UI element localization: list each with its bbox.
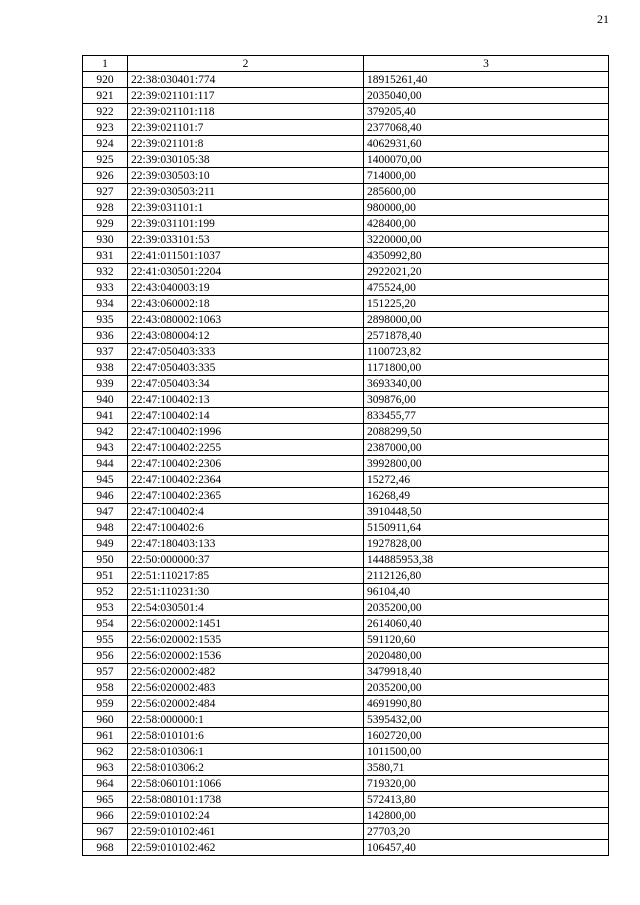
table-row (83, 552, 609, 568)
table-row (83, 536, 609, 552)
row-number-cell: 948 (83, 520, 128, 536)
value-cell: 5150911,64 (364, 520, 609, 536)
table-row (83, 712, 609, 728)
value-cell: 2035200,00 (364, 600, 609, 616)
table-row (83, 424, 609, 440)
row-number-cell: 939 (83, 376, 128, 392)
cadastral-number-cell: 22:58:010306:1 (128, 744, 364, 760)
table-row (83, 72, 609, 88)
cadastral-number-cell: 22:56:020002:483 (128, 680, 364, 696)
cadastral-number-cell: 22:59:010102:24 (128, 808, 364, 824)
row-number-cell: 933 (83, 280, 128, 296)
row-number-cell: 926 (83, 168, 128, 184)
value-cell: 714000,00 (364, 168, 609, 184)
table-row (83, 824, 609, 840)
value-cell: 2387000,00 (364, 440, 609, 456)
row-number-cell: 949 (83, 536, 128, 552)
value-cell: 3992800,00 (364, 456, 609, 472)
column-header-value: 3 (364, 56, 609, 72)
cadastral-number-cell: 22:51:110231:30 (128, 584, 364, 600)
table-row (83, 488, 609, 504)
value-cell: 2571878,40 (364, 328, 609, 344)
row-number-cell: 968 (83, 840, 128, 856)
value-cell: 142800,00 (364, 808, 609, 824)
cadastral-number-cell: 22:58:060101:1066 (128, 776, 364, 792)
table-row (83, 152, 609, 168)
cadastral-number-cell: 22:47:100402:4 (128, 504, 364, 520)
table-row (83, 520, 609, 536)
table-row (83, 360, 609, 376)
cadastral-number-cell: 22:56:020002:482 (128, 664, 364, 680)
value-cell: 3479918,40 (364, 664, 609, 680)
value-cell: 2035200,00 (364, 680, 609, 696)
row-number-cell: 940 (83, 392, 128, 408)
cadastral-number-cell: 22:47:050403:335 (128, 360, 364, 376)
value-cell: 591120,60 (364, 632, 609, 648)
value-cell: 379205,40 (364, 104, 609, 120)
cadastral-number-cell: 22:47:050403:34 (128, 376, 364, 392)
value-cell: 2614060,40 (364, 616, 609, 632)
value-cell: 2898000,00 (364, 312, 609, 328)
row-number-cell: 938 (83, 360, 128, 376)
table-row (83, 808, 609, 824)
cadastral-number-cell: 22:47:100402:2364 (128, 472, 364, 488)
value-cell: 833455,77 (364, 408, 609, 424)
table-row (83, 744, 609, 760)
row-number-cell: 930 (83, 232, 128, 248)
cadastral-number-cell: 22:56:020002:484 (128, 696, 364, 712)
table-row (83, 216, 609, 232)
cadastral-number-cell: 22:47:100402:14 (128, 408, 364, 424)
cadastral-number-cell: 22:47:180403:133 (128, 536, 364, 552)
value-cell: 1602720,00 (364, 728, 609, 744)
row-number-cell: 965 (83, 792, 128, 808)
table-row (83, 328, 609, 344)
row-number-cell: 955 (83, 632, 128, 648)
value-cell: 144885953,38 (364, 552, 609, 568)
cadastral-number-cell: 22:58:000000:1 (128, 712, 364, 728)
row-number-cell: 929 (83, 216, 128, 232)
value-cell: 1400070,00 (364, 152, 609, 168)
cadastral-number-cell: 22:56:020002:1451 (128, 616, 364, 632)
row-number-cell: 932 (83, 264, 128, 280)
value-cell: 16268,49 (364, 488, 609, 504)
table-row (83, 616, 609, 632)
value-cell: 3693340,00 (364, 376, 609, 392)
table-row (83, 168, 609, 184)
table-row (83, 344, 609, 360)
row-number-cell: 927 (83, 184, 128, 200)
cadastral-number-cell: 22:39:030503:211 (128, 184, 364, 200)
row-number-cell: 935 (83, 312, 128, 328)
table-row (83, 440, 609, 456)
cadastral-number-cell: 22:50:000000:37 (128, 552, 364, 568)
value-cell: 1171800,00 (364, 360, 609, 376)
value-cell: 4350992,80 (364, 248, 609, 264)
value-cell: 3580,71 (364, 760, 609, 776)
row-number-cell: 953 (83, 600, 128, 616)
table-row (83, 88, 609, 104)
cadastral-number-cell: 22:39:031101:199 (128, 216, 364, 232)
table-row (83, 104, 609, 120)
row-number-cell: 950 (83, 552, 128, 568)
column-header-number: 1 (83, 56, 128, 72)
value-cell: 1011500,00 (364, 744, 609, 760)
value-cell: 4062931,60 (364, 136, 609, 152)
table-row (83, 472, 609, 488)
cadastral-number-cell: 22:39:030105:38 (128, 152, 364, 168)
cadastral-number-cell: 22:47:100402:2365 (128, 488, 364, 504)
cadastral-number-cell: 22:47:100402:13 (128, 392, 364, 408)
value-cell: 96104,40 (364, 584, 609, 600)
value-cell: 719320,00 (364, 776, 609, 792)
row-number-cell: 964 (83, 776, 128, 792)
column-header-cadastral-number: 2 (128, 56, 364, 72)
row-number-cell: 957 (83, 664, 128, 680)
table-row (83, 120, 609, 136)
table-row (83, 312, 609, 328)
row-number-cell: 925 (83, 152, 128, 168)
cadastral-number-cell: 22:47:100402:6 (128, 520, 364, 536)
cadastral-number-cell: 22:56:020002:1535 (128, 632, 364, 648)
row-number-cell: 931 (83, 248, 128, 264)
table-row (83, 296, 609, 312)
value-cell: 106457,40 (364, 840, 609, 856)
cadastral-number-cell: 22:59:010102:462 (128, 840, 364, 856)
table-row (83, 456, 609, 472)
cadastral-number-cell: 22:43:080004:12 (128, 328, 364, 344)
value-cell: 3910448,50 (364, 504, 609, 520)
cadastral-number-cell: 22:58:010101:6 (128, 728, 364, 744)
row-number-cell: 959 (83, 696, 128, 712)
value-cell: 2922021,20 (364, 264, 609, 280)
row-number-cell: 922 (83, 104, 128, 120)
row-number-cell: 947 (83, 504, 128, 520)
table-row (83, 248, 609, 264)
table-row (83, 696, 609, 712)
row-number-cell: 961 (83, 728, 128, 744)
row-number-cell: 956 (83, 648, 128, 664)
table-row (83, 136, 609, 152)
cadastral-number-cell: 22:47:100402:1996 (128, 424, 364, 440)
row-number-cell: 946 (83, 488, 128, 504)
row-number-cell: 941 (83, 408, 128, 424)
row-number-cell: 942 (83, 424, 128, 440)
cadastral-number-cell: 22:47:050403:333 (128, 344, 364, 360)
value-cell: 1927828,00 (364, 536, 609, 552)
cadastral-value-table (82, 55, 609, 856)
row-number-cell: 944 (83, 456, 128, 472)
value-cell: 3220000,00 (364, 232, 609, 248)
value-cell: 428400,00 (364, 216, 609, 232)
table-row (83, 376, 609, 392)
table-row (83, 840, 609, 856)
row-number-cell: 920 (83, 72, 128, 88)
cadastral-number-cell: 22:38:030401:774 (128, 72, 364, 88)
value-cell: 1100723,82 (364, 344, 609, 360)
cadastral-number-cell: 22:39:021101:117 (128, 88, 364, 104)
table-row (83, 280, 609, 296)
cadastral-number-cell: 22:39:021101:118 (128, 104, 364, 120)
table-row (83, 680, 609, 696)
table-row (83, 504, 609, 520)
cadastral-number-cell: 22:43:080002:1063 (128, 312, 364, 328)
row-number-cell: 921 (83, 88, 128, 104)
row-number-cell: 967 (83, 824, 128, 840)
cadastral-number-cell: 22:59:010102:461 (128, 824, 364, 840)
table-row (83, 632, 609, 648)
value-cell: 980000,00 (364, 200, 609, 216)
row-number-cell: 924 (83, 136, 128, 152)
cadastral-number-cell: 22:41:030501:2204 (128, 264, 364, 280)
table-row (83, 584, 609, 600)
row-number-cell: 952 (83, 584, 128, 600)
cadastral-number-cell: 22:39:031101:1 (128, 200, 364, 216)
row-number-cell: 943 (83, 440, 128, 456)
table-body (83, 72, 609, 856)
table-row (83, 568, 609, 584)
table-row (83, 648, 609, 664)
table-row (83, 408, 609, 424)
row-number-cell: 934 (83, 296, 128, 312)
value-cell: 285600,00 (364, 184, 609, 200)
value-cell: 2112126,80 (364, 568, 609, 584)
row-number-cell: 923 (83, 120, 128, 136)
cadastral-number-cell: 22:39:033101:53 (128, 232, 364, 248)
value-cell: 572413,80 (364, 792, 609, 808)
table-header-row (83, 56, 609, 72)
row-number-cell: 962 (83, 744, 128, 760)
cadastral-number-cell: 22:51:110217:85 (128, 568, 364, 584)
value-cell: 5395432,00 (364, 712, 609, 728)
cadastral-number-cell: 22:39:021101:8 (128, 136, 364, 152)
value-cell: 151225,20 (364, 296, 609, 312)
cadastral-number-cell: 22:43:040003:19 (128, 280, 364, 296)
table-row (83, 392, 609, 408)
cadastral-number-cell: 22:39:021101:7 (128, 120, 364, 136)
value-cell: 27703,20 (364, 824, 609, 840)
table-row (83, 664, 609, 680)
cadastral-number-cell: 22:39:030503:10 (128, 168, 364, 184)
value-cell: 2088299,50 (364, 424, 609, 440)
cadastral-number-cell: 22:58:080101:1738 (128, 792, 364, 808)
row-number-cell: 945 (83, 472, 128, 488)
row-number-cell: 937 (83, 344, 128, 360)
cadastral-number-cell: 22:54:030501:4 (128, 600, 364, 616)
table-row (83, 792, 609, 808)
value-cell: 18915261,40 (364, 72, 609, 88)
cadastral-number-cell: 22:47:100402:2306 (128, 456, 364, 472)
row-number-cell: 936 (83, 328, 128, 344)
cadastral-number-cell: 22:43:060002:18 (128, 296, 364, 312)
row-number-cell: 960 (83, 712, 128, 728)
table-row (83, 760, 609, 776)
cadastral-number-cell: 22:58:010306:2 (128, 760, 364, 776)
cadastral-number-cell: 22:41:011501:1037 (128, 248, 364, 264)
row-number-cell: 963 (83, 760, 128, 776)
value-cell: 15272,46 (364, 472, 609, 488)
value-cell: 2020480,00 (364, 648, 609, 664)
row-number-cell: 966 (83, 808, 128, 824)
cadastral-number-cell: 22:47:100402:2255 (128, 440, 364, 456)
value-cell: 309876,00 (364, 392, 609, 408)
table-row (83, 200, 609, 216)
page-number: 21 (597, 12, 609, 26)
table-row (83, 776, 609, 792)
cadastral-number-cell: 22:56:020002:1536 (128, 648, 364, 664)
row-number-cell: 954 (83, 616, 128, 632)
value-cell: 2035040,00 (364, 88, 609, 104)
row-number-cell: 958 (83, 680, 128, 696)
row-number-cell: 951 (83, 568, 128, 584)
table-row (83, 264, 609, 280)
value-cell: 475524,00 (364, 280, 609, 296)
table-row (83, 600, 609, 616)
table-row (83, 184, 609, 200)
value-cell: 4691990,80 (364, 696, 609, 712)
table-row (83, 232, 609, 248)
value-cell: 2377068,40 (364, 120, 609, 136)
table-row (83, 728, 609, 744)
row-number-cell: 928 (83, 200, 128, 216)
